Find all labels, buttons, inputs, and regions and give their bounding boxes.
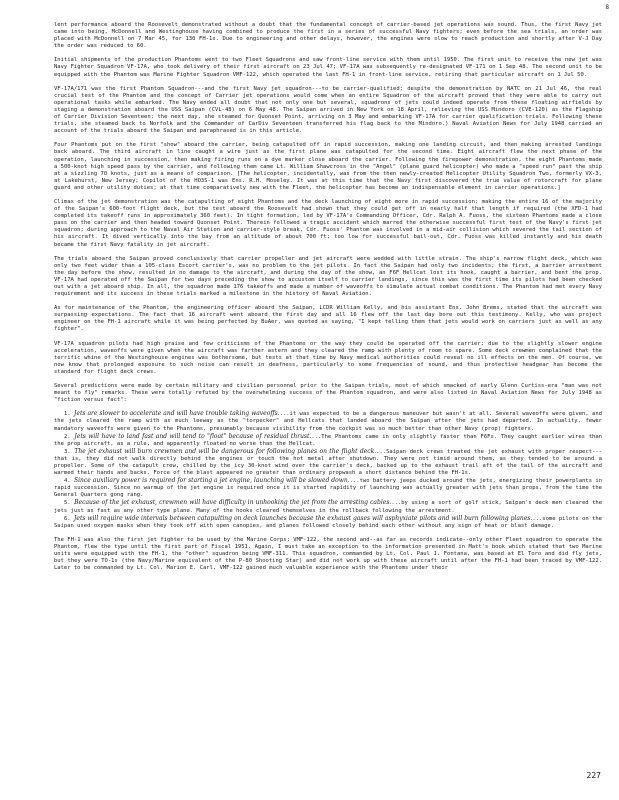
paragraph: VF-17A squadron pilots had high praise and few criticisms of the Phantoms or the way they could be operated off the carrier; due to the slightly slower engine acceleration, waveoffs were given when the aircraft was farther astern and they cleared the ramp with plenty of room to spare. Some deck crewmen complained that the terrific whine of the Westinghouse engines was bothersome, but tests at that time by Navy medical authorities could reveal no ill effects on the men. Of course, we now know that prolonged exposure to such noise can result in deafness, particularly to some frequencies of sound, and thus protective headgear has become the standard for flight deck crews. [54, 340, 602, 375]
list-number: 2. [64, 433, 71, 440]
paragraph: VF-17A/171 was the first Phantom Squadron---and the first Navy jet squadron---to be carrier-qualified; despite the demonstration by NATC on 21 Jul 46, the real crucial test of the Phantom and the concept of Carrier jet operations would come when an entire Squadron of the aircraft proved that they were able to carry out operational tasks while embarked. The Navy ended all doubt that not only one but several, squadrons of jets could indeed operate from these floating airfields by staging a demonstration aboard the USS Saipan (CVL-48) on 6 May 48. The Saipan arrived in New York on 18 April, relieving the USS Mindoro (CVE-120) as the Flagship of Carrier Division Seventeen; the next day, she steamed for Quonset Point, arriving on 3 May and embarking VF-17A for carrier qualification trials. Following these trials, she steamed back to Norfolk and the Commander of CarDiv Seventeen transferred his flag back to the Mindoro.) Naval Aviation News for July 1948 carried an account of the trials aboard the Saipan and paraphrased is in this article. [54, 85, 602, 135]
corner-mark: 8 [605, 4, 609, 11]
list-fact: ...The Phantoms came in only slightly faster than F6Fs. They caught earlier wires than the prop aircraft, as a rule, and apparently floated no worse than the Hellcat. [54, 433, 602, 447]
list-claim: Because of the jet exhaust, crewmen will have difficulty in unhooking the jet from the arresting cables. [74, 499, 392, 507]
list-claim: Since auxiliary power is required for starting a jet engine, launching will be slowed down. [74, 477, 350, 485]
list-item [54, 410, 602, 432]
paragraph: lent performance aboard the Roosevelt demonstrated without a doubt that the fundamental concept of carrier-based jet operations was sound. Thus, the first Navy jet came into being, McDonnell and Westinghouse having combined to produce the first in a series of successful Navy fighters; even before the sea trials, an order was placed with McDonnell on 7 Mar 45, for 130 FH-1s. Due to engineering and other delays, however, the engines were slow to reach production and shortly after V-J Day the order was reduced to 60. [54, 22, 602, 50]
list-fact: ...it was expected to be a dangerous maneuver but wasn't at all. Several waveoffs were given, and the jets cleared the ramp with as much leeway as the "torpecker" and Hellcats that landed aboard the Saipan after the jets had departed. In actuality, fewer mandatory waveoffs were given to the Phantoms, presumably because visibility from the cockpit was so much better than other Navy (prop) fighters. [54, 411, 602, 432]
list-number: 4. [64, 478, 71, 485]
list-number: 6. [64, 515, 71, 522]
list-number: 5. [64, 500, 71, 507]
list-claim: Jets will require wide intervals between catapulting on deck launches because the exhaust gases will asphyxiate pilots and will burn following planes. [73, 514, 533, 522]
paragraph: Several predictions were made by certain military and civilian personnel prior to the Saipan trials, most of which smacked of early Glenn Curtiss-era "man was not meant to fly" remarks. These were totally refuted by the overwhelming success of the Phantom squadron, and were also listed in Naval Aviation News for July 1948 as "fiction versus fact": [54, 383, 602, 404]
paragraph: Climax of the jet demonstration was the catapulting of eight Phantoms and the deck launching of eight more in rapid succession; making the entire 16 of the majority of the Saipan's 600-foot flight deck, but the test aboard the Roosevelt had shown that they could get off in nearly half that length if required (the XFD-1 had completed its takeoff runs in approximately 360 feet). In tight formation, led by VF-17A's Commanding Officer, Cdr. Ralph A. Fuoss, the sixteen Phantoms made a close pass on the carrier and then headed toward Quonset Point. Therein followed a tragic accident which marred the otherwise successful first test of the Navy's first jet squadron; during approach to the Naval Air Station and carrier-style break, Cdr. Fuoss' Phantom was involved in a mid-air collision which severed the tail section of his aircraft. It dived vertically into the bay from an altitude of about 700 ft; too low for successful bail-out, Cdr. Fuoss was killed instantly and his death became the first Navy fatality in jet aircraft. [54, 198, 602, 248]
list-item [54, 433, 602, 448]
document-page [54, 22, 602, 774]
page-number: 227 [586, 771, 601, 780]
list-fact: ...two battery jeeps ducked around the jets, energizing their powerplants in rapid succession. Since no warmup of the jet engine is required once it is started rapidity of launching was actually greater with jets than props, from the time the General Quarters gong rang. [54, 478, 602, 499]
paragraph: As for maintenance of the Phantom, the engineering officer aboard the Saipan, LCDR William Kelly, and his assistant Ens. John Brems, stated that the aircraft was surpassing expectations. The fact that 16 aircraft went aboard the first day and all 16 flew off the last day bore out this testimony. Kelly, who was project engineer on the FH-1 aircraft while it was being perfected by BuAer, was quoted as saying, "I kept telling them that jets would work on carriers just as well as any fighter". [54, 305, 602, 333]
list-item [54, 515, 602, 530]
list-number: 3. [64, 448, 71, 455]
list-claim: Jets are slower to accelerate and will have trouble taking waveoffs. [74, 410, 280, 418]
list-claim: Jets will have to land fast and will tend to "float" because of residual thrust. [74, 432, 312, 440]
paragraph: Initial shipments of the production Phantoms went to two Fleet Squadrons and saw front-line service with them until 1950. The first unit to receive the new jet was Navy Fighter Squadron VF-17A, who took delivery of their first aircraft on 23 Jul 47; VF-17A was subsequently re-designated VF-171 on 1 Sep 48. The second unit to be equipped with the Phantom was Marine Fighter Squadron VMF-122, which operated the last FH-1 in front-line service, retiring that particular aircraft on 1 Jul 50. [54, 57, 602, 78]
list-claim: The jet exhaust will burn crewmen and will be dangerous for following planes on the flight deck. [74, 447, 377, 455]
list-fact: ...some pilots on the Saipan used oxygen masks when they took off with open canopies, and planes followed closely behind each other without any sign of heat or blast damage. [54, 515, 602, 529]
paragraph: The trials aboard the Saipan proved conclusively that carrier propeller and jet aircraft were wedded with little strain. The ship's narrow flight deck, which was only two feet wider than a 105-class Escort carrier's, was no problem to the jet pilots. In fact the Saipan had only two incidents; the first, a barrier arrestment the day before the show, resulted in no damage to the aircraft, and during the day of the show, an F6F Hellcat lost its hook, caught a barrier, and bent the prop. VF-17A had operated off the Saipan for two days preceding the show to accustom itself to carrier landings, since this was the first time its pilots had been checked out with a jet aboard ship. In all, the squadron made 176 takeoffs and made a number of waveoffs to simulate actual combat conditions. The Phantom had met every Navy requirement and its success in these trials marked a milestone in the history of Naval Aviation. [54, 255, 602, 298]
list-number: 1. [64, 411, 71, 418]
list-item [54, 499, 602, 514]
paragraph: The FH-1 was also the first jet fighter to be used by the Marine Corps; VMF-122, the second and--as far as records indicate--only other Fleet squadron to operate the Phantom, flew the type until the first part of Fiscal 1951. Again, I must take an exception to the information presented in Matt's book which stated that two Marine units were equipped with the FH-1, the "other" squadron being VMF-311. This squadron, commanded by Lt. Col. Paul J. Fontana, was based at El Toro and did fly jets, but they were TO-1s (the Navy/Marine equivalent of the P-80 Shooting Star) and did not work up with these aircraft until after the FH-1 had been traced by VMF-122. Later to be commanded by Lt. Col. Marion E. Carl, VMF-122 gained much valuable experience with the Phantoms under their [54, 536, 602, 572]
fiction-vs-fact-list [54, 410, 602, 530]
paragraph: Four Phantoms put on the first "show" aboard the carrier, being catapulted off in rapid succession, making one landing circuit, and then making arrested landings back aboard. The third aircraft in line caught a wire just as the first plane was catapulted for the second time. Eight aircraft flew the next phase of the operation, launching in succession, then making firing runs on a dye marker close aboard the carrier. Following the firepower demonstration, the eight Phantoms made a 500-knot high speed pass by the carrier, and following them came Lt. William Shawcross in the "Angel" (plane guard helicopter) who made a "speed run" past the ship at a sizzling 70 knots, just as a means of comparison. [The helicopter, incidentally, was from the then newly-created Helicopter Utility Squadron Two, formerly VX-3, at Lakehurst, New Jersey; Copilot of the HO3S-1 was Ens. R.H. Moseley. It was at this time that the Navy first discovered the true value of rotorcraft for plane guard and other utility duties; at that time comparatively new with the Fleet, the helicopter has become an indispensable element in carrier operations.] [54, 142, 602, 191]
list-item [54, 477, 602, 499]
list-item [54, 448, 602, 477]
list-fact: ...Saipan deck crews treated the jet exhaust with proper respect---that is, they did not walk directly behind the engines or touch the hot metal after shutdown. They were not timid around them, as they tended to be around a propeller. Some of the catapult crew, chilled by the icy 30-knot wind over the carrier's deck, backed up to the exhaust trail aft of the tail of the aircraft and warmed their hands and backs. Force of the blast appeared no greater than ordinary propwash a short distance behind the FH-1s. [54, 448, 602, 477]
list-fact: ...by using a sort of golf stick, Saipan's deck men cleared the jets just as fast as any other type plane. Many of the hooks cleared themselves in the rollback following the arrestment. [54, 500, 602, 514]
